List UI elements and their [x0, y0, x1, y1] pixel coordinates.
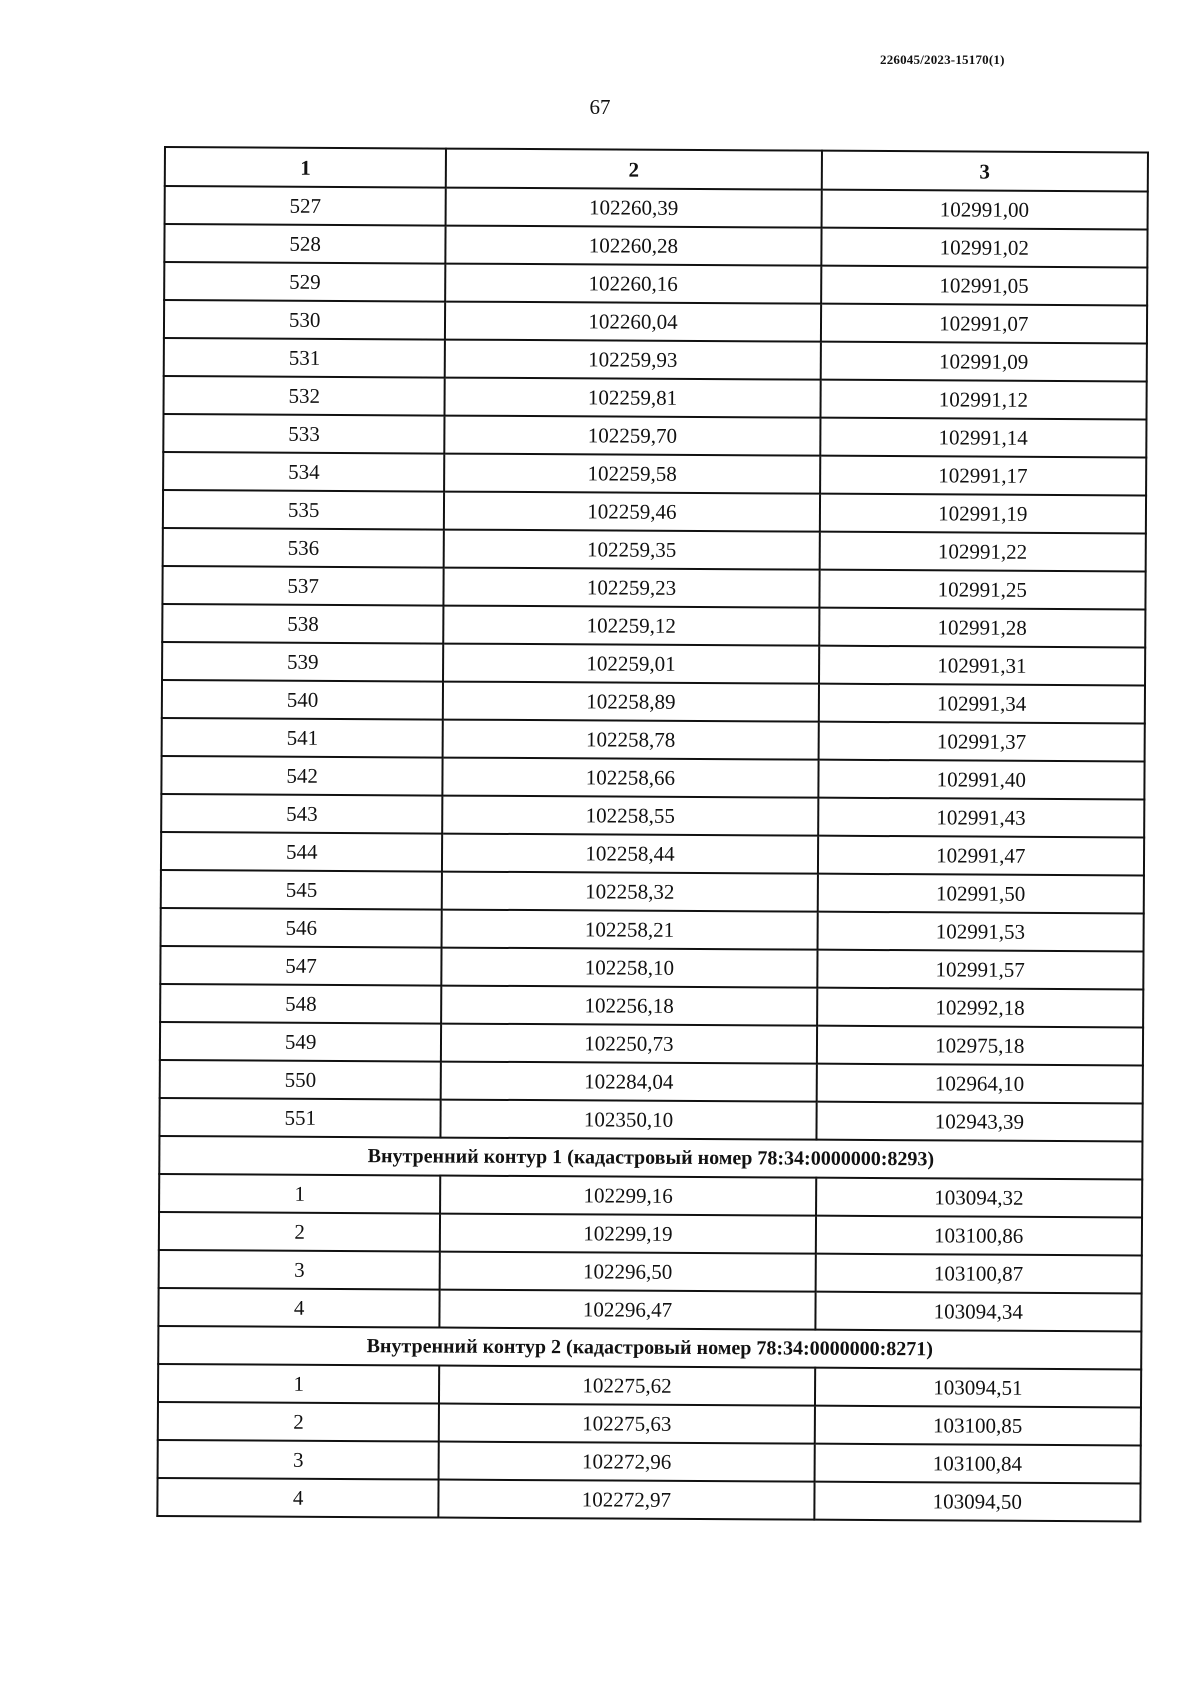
point-number-cell: 528: [164, 224, 446, 264]
section-title: Внутренний контур 1 (кадастровый номер 78:34:0000000:8293): [159, 1136, 1142, 1179]
y-coordinate-cell: 102943,39: [816, 1102, 1143, 1142]
x-coordinate-cell: 102260,04: [445, 302, 820, 342]
point-number-cell: 535: [163, 490, 445, 530]
y-coordinate-cell: 102991,57: [817, 950, 1144, 990]
y-coordinate-cell: 102991,07: [821, 304, 1148, 344]
y-coordinate-cell: 102991,28: [819, 608, 1146, 648]
point-number-cell: 4: [157, 1478, 439, 1518]
x-coordinate-cell: 102259,81: [445, 378, 820, 418]
x-coordinate-cell: 102275,63: [439, 1404, 814, 1444]
x-coordinate-cell: 102350,10: [441, 1100, 816, 1140]
point-number-cell: 4: [158, 1288, 440, 1328]
y-coordinate-cell: 102991,43: [818, 798, 1145, 838]
y-coordinate-cell: 103100,87: [815, 1254, 1142, 1294]
y-coordinate-cell: 102991,34: [818, 684, 1145, 724]
table-row: [164, 224, 1147, 267]
point-number-cell: 536: [163, 528, 445, 568]
y-coordinate-cell: 103094,32: [816, 1178, 1143, 1218]
table-header-row: [165, 147, 1148, 191]
x-coordinate-cell: 102258,10: [442, 948, 817, 988]
table-row: [158, 1364, 1141, 1407]
point-number-cell: 2: [158, 1402, 440, 1442]
table-row: [161, 832, 1144, 875]
point-number-cell: 550: [160, 1060, 442, 1100]
y-coordinate-cell: 102975,18: [816, 1026, 1143, 1066]
point-number-cell: 3: [159, 1250, 441, 1290]
point-number-cell: 537: [162, 566, 444, 606]
table-row: [160, 984, 1143, 1027]
y-coordinate-cell: 102991,02: [821, 228, 1148, 268]
column-header-2: 2: [446, 149, 821, 190]
table-row: [161, 870, 1144, 913]
y-coordinate-cell: 102991,00: [821, 190, 1148, 230]
point-number-cell: 544: [161, 832, 443, 872]
table-row: [163, 414, 1146, 457]
point-number-cell: 531: [164, 338, 446, 378]
point-number-cell: 545: [161, 870, 443, 910]
table-row: [157, 1478, 1140, 1521]
x-coordinate-cell: 102260,39: [446, 188, 821, 228]
point-number-cell: 529: [164, 262, 446, 302]
x-coordinate-cell: 102275,62: [439, 1366, 814, 1406]
point-number-cell: 1: [159, 1174, 441, 1214]
x-coordinate-cell: 102296,47: [440, 1290, 815, 1330]
y-coordinate-cell: 102964,10: [816, 1064, 1143, 1104]
x-coordinate-cell: 102258,32: [442, 872, 817, 912]
y-coordinate-cell: 102992,18: [817, 988, 1144, 1028]
x-coordinate-cell: 102250,73: [441, 1024, 816, 1064]
point-number-cell: 549: [160, 1022, 442, 1062]
x-coordinate-cell: 102272,96: [439, 1442, 814, 1482]
x-coordinate-cell: 102259,70: [445, 416, 820, 456]
table-row: [164, 338, 1147, 381]
x-coordinate-cell: 102272,97: [439, 1480, 814, 1520]
point-number-cell: 546: [161, 908, 443, 948]
x-coordinate-cell: 102260,16: [445, 264, 820, 304]
table-row: [164, 376, 1147, 419]
point-number-cell: 538: [162, 604, 444, 644]
x-coordinate-cell: 102259,23: [444, 568, 819, 608]
point-number-cell: 543: [161, 794, 443, 834]
column-header-1: 1: [165, 147, 447, 188]
y-coordinate-cell: 102991,05: [821, 266, 1148, 306]
table-row: [159, 1212, 1142, 1255]
y-coordinate-cell: 102991,50: [817, 874, 1144, 914]
table-row: [160, 1022, 1143, 1065]
x-coordinate-cell: 102284,04: [441, 1062, 816, 1102]
point-number-cell: 2: [159, 1212, 441, 1252]
point-number-cell: 551: [159, 1098, 441, 1138]
point-number-cell: 534: [163, 452, 445, 492]
document-id: 226045/2023-15170(1): [880, 52, 1005, 67]
x-coordinate-cell: 102258,89: [443, 682, 818, 722]
column-header-3: 3: [821, 151, 1148, 192]
table-row: [163, 528, 1146, 571]
section-title: Внутренний контур 2 (кадастровый номер 78:34:0000000:8271): [158, 1326, 1141, 1369]
x-coordinate-cell: 102299,16: [440, 1176, 815, 1216]
y-coordinate-cell: 103094,51: [815, 1368, 1142, 1408]
y-coordinate-cell: 102991,37: [818, 722, 1145, 762]
table-row: [164, 300, 1147, 343]
table-row: [162, 566, 1145, 609]
y-coordinate-cell: 102991,12: [820, 380, 1147, 420]
x-coordinate-cell: 102260,28: [446, 226, 821, 266]
x-coordinate-cell: 102296,50: [440, 1252, 815, 1292]
table-row: [163, 490, 1146, 533]
y-coordinate-cell: 102991,14: [820, 418, 1147, 458]
x-coordinate-cell: 102259,58: [444, 454, 819, 494]
table-row: [159, 1250, 1142, 1293]
x-coordinate-cell: 102258,55: [443, 796, 818, 836]
y-coordinate-cell: 103094,34: [815, 1292, 1142, 1332]
x-coordinate-cell: 102299,19: [440, 1214, 815, 1254]
x-coordinate-cell: 102259,93: [445, 340, 820, 380]
table-row: [162, 718, 1145, 761]
table-row: [161, 908, 1144, 951]
y-coordinate-cell: 102991,53: [817, 912, 1144, 952]
y-coordinate-cell: 102991,25: [819, 570, 1146, 610]
y-coordinate-cell: 102991,19: [819, 494, 1146, 534]
point-number-cell: 539: [162, 642, 444, 682]
table-row: [165, 186, 1148, 229]
x-coordinate-cell: 102258,21: [442, 910, 817, 950]
table-row: [164, 262, 1147, 305]
x-coordinate-cell: 102259,01: [443, 644, 818, 684]
y-coordinate-cell: 102991,47: [818, 836, 1145, 876]
point-number-cell: 547: [160, 946, 442, 986]
table-row: [161, 794, 1144, 837]
section-header-row: [159, 1136, 1142, 1179]
y-coordinate-cell: 103100,86: [815, 1216, 1142, 1256]
y-coordinate-cell: 102991,22: [819, 532, 1146, 572]
y-coordinate-cell: 103100,85: [814, 1406, 1141, 1446]
point-number-cell: 540: [162, 680, 444, 720]
table-row: [162, 604, 1145, 647]
table-row: [160, 946, 1143, 989]
table-body: [157, 186, 1147, 1521]
y-coordinate-cell: 103094,50: [814, 1482, 1141, 1522]
table-row: [162, 642, 1145, 685]
y-coordinate-cell: 103100,84: [814, 1444, 1141, 1484]
x-coordinate-cell: 102258,66: [443, 758, 818, 798]
y-coordinate-cell: 102991,17: [820, 456, 1147, 496]
x-coordinate-cell: 102259,12: [444, 606, 819, 646]
point-number-cell: 542: [161, 756, 443, 796]
y-coordinate-cell: 102991,40: [818, 760, 1145, 800]
table-row: [158, 1288, 1141, 1331]
x-coordinate-cell: 102258,44: [442, 834, 817, 874]
table-row: [162, 680, 1145, 723]
table-row: [159, 1174, 1142, 1217]
x-coordinate-cell: 102258,78: [443, 720, 818, 760]
table-row: [158, 1402, 1141, 1445]
x-coordinate-cell: 102259,46: [444, 492, 819, 532]
section-header-row: [158, 1326, 1141, 1369]
point-number-cell: 527: [165, 186, 447, 226]
page-number: 67: [589, 95, 611, 119]
point-number-cell: 548: [160, 984, 442, 1024]
point-number-cell: 530: [164, 300, 446, 340]
coordinates-table: [156, 146, 1149, 1522]
table-row: [160, 1060, 1143, 1103]
point-number-cell: 532: [164, 376, 446, 416]
x-coordinate-cell: 102259,35: [444, 530, 819, 570]
point-number-cell: 1: [158, 1364, 440, 1404]
y-coordinate-cell: 102991,31: [819, 646, 1146, 686]
table-row: [159, 1098, 1142, 1141]
point-number-cell: 533: [163, 414, 445, 454]
point-number-cell: 541: [162, 718, 444, 758]
x-coordinate-cell: 102256,18: [441, 986, 816, 1026]
table-row: [161, 756, 1144, 799]
table-row: [163, 452, 1146, 495]
y-coordinate-cell: 102991,09: [820, 342, 1147, 382]
table-row: [158, 1440, 1141, 1483]
point-number-cell: 3: [158, 1440, 440, 1480]
